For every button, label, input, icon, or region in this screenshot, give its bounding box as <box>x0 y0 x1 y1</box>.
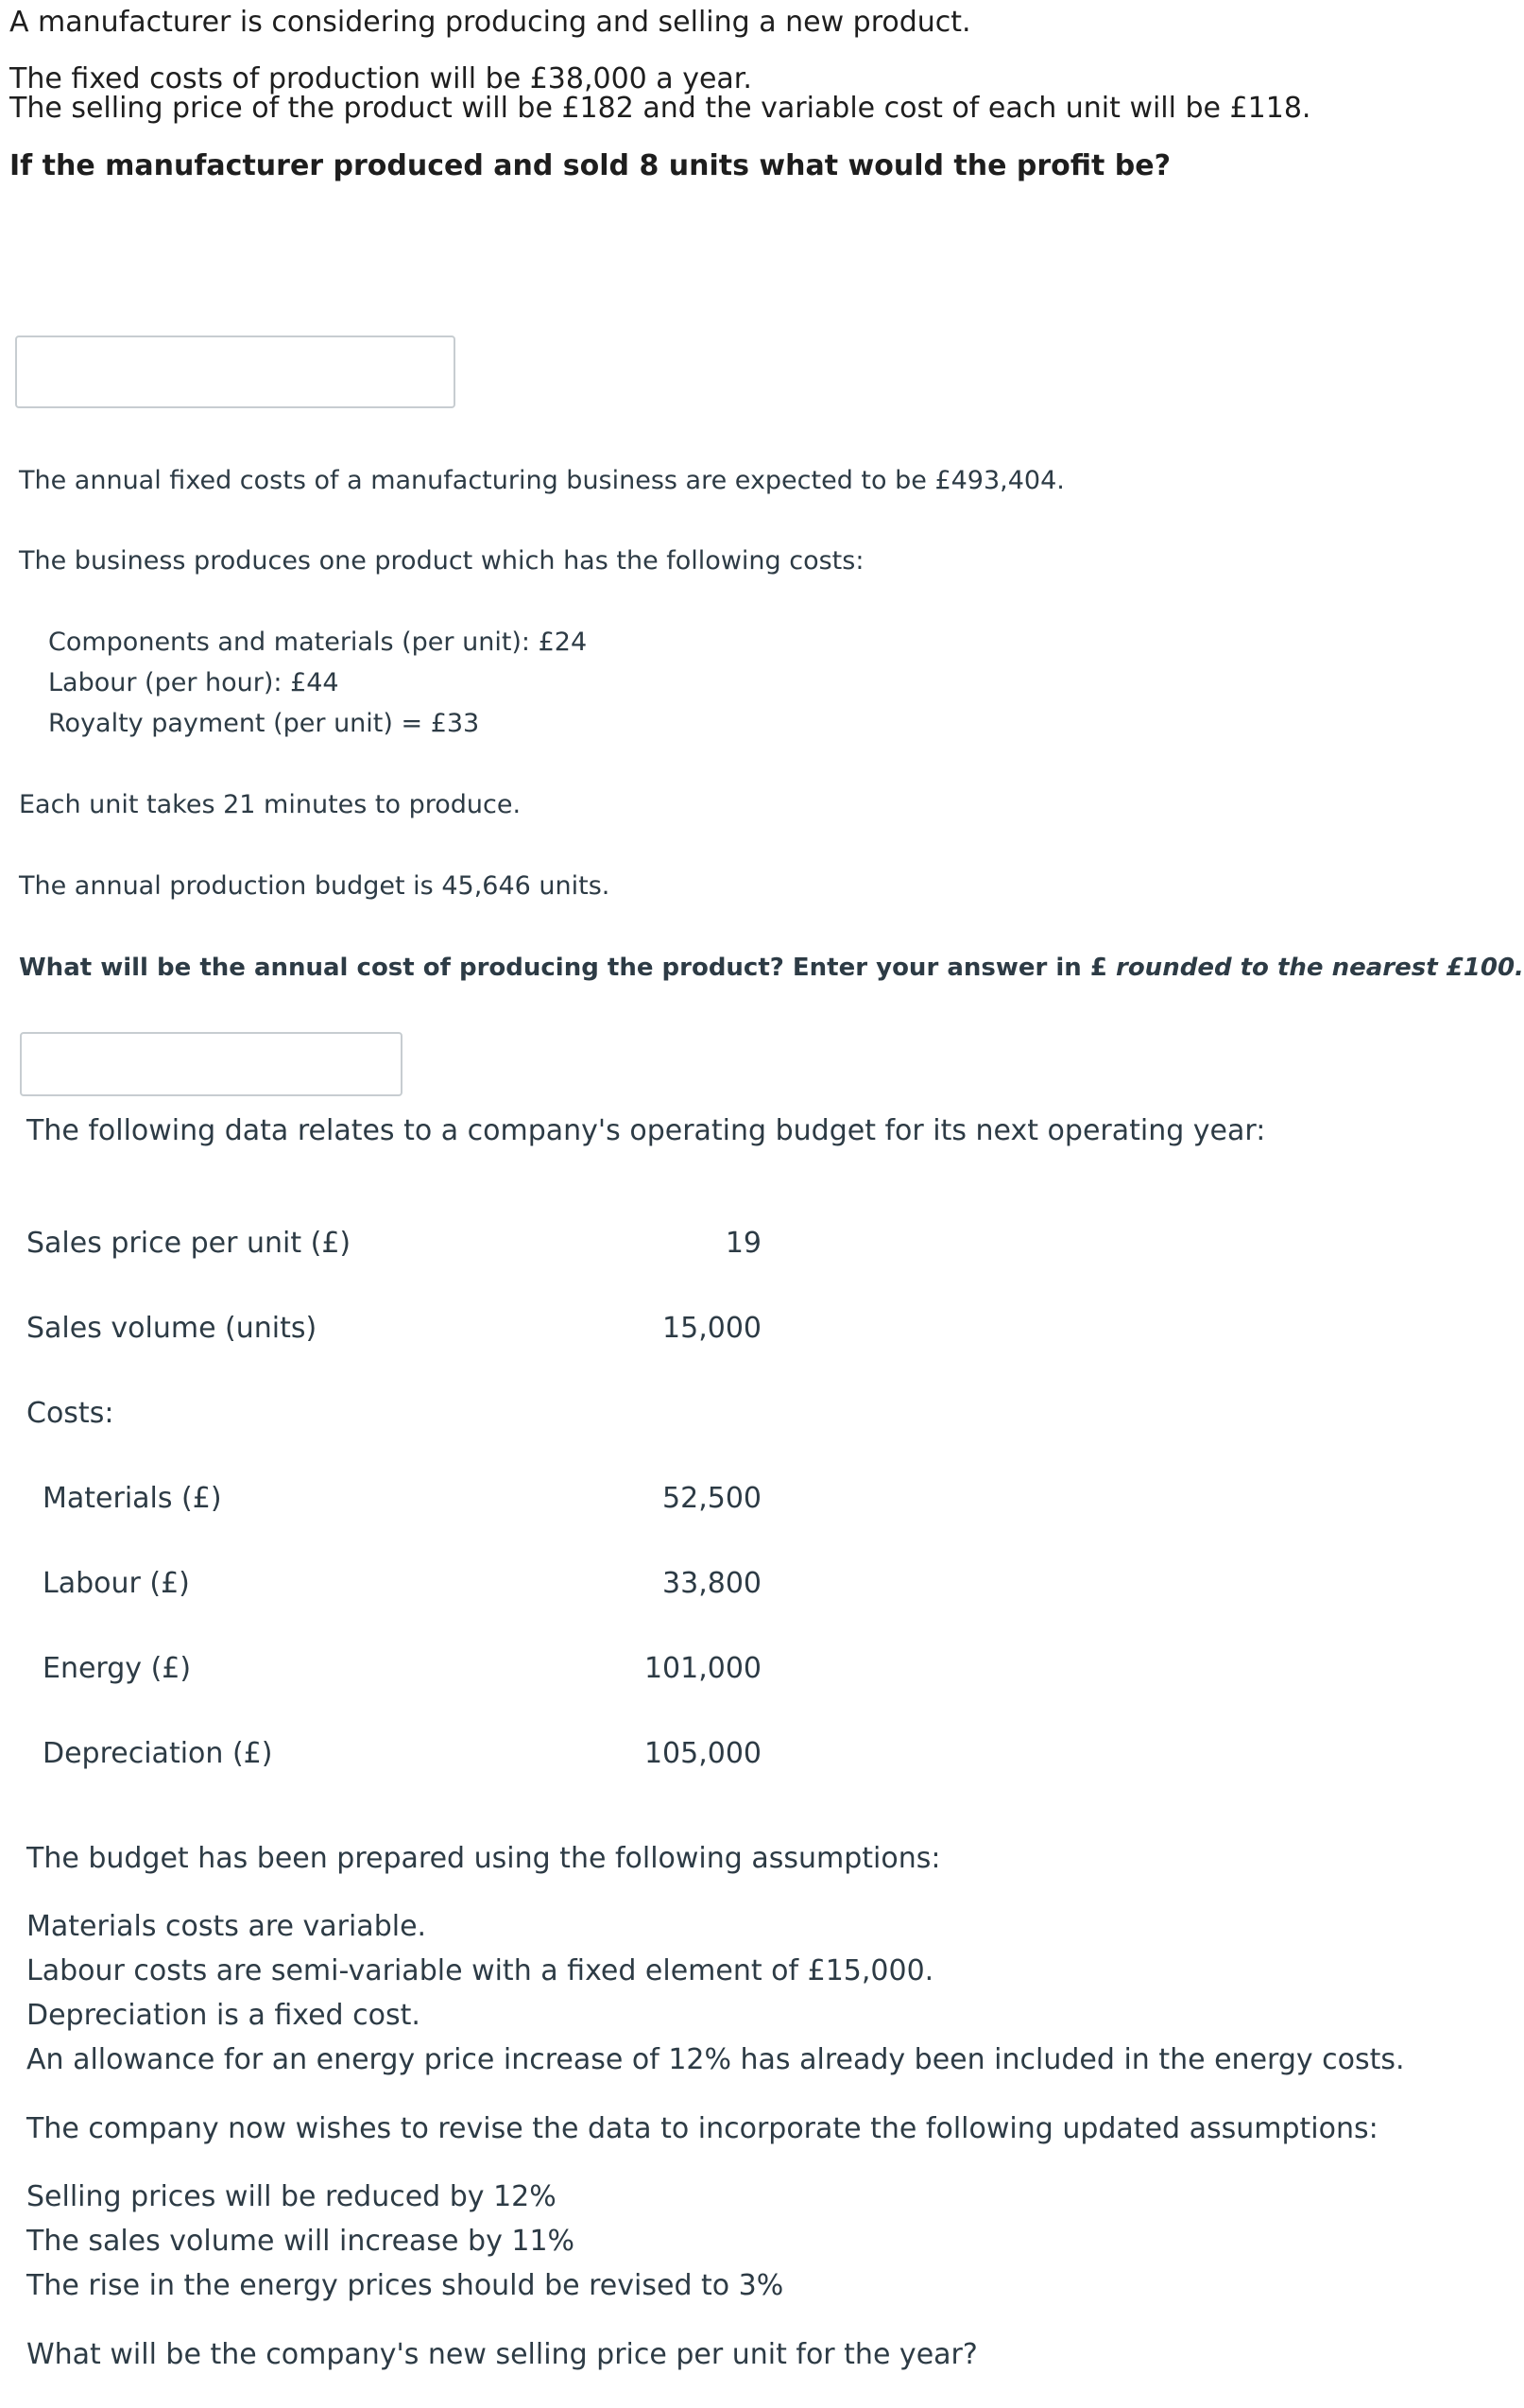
q3-assumption: Labour costs are semi-variable with a fixed element of £15,000. <box>26 1954 934 1987</box>
table-row-label: Materials (£) <box>43 1482 222 1515</box>
q2-cost-item: Labour (per hour): £44 <box>48 668 339 697</box>
table-row-value: 105,000 <box>643 1737 762 1770</box>
q2-budget: The annual production budget is 45,646 units. <box>19 871 610 901</box>
q3-assumption: Depreciation is a fixed cost. <box>26 1999 420 2032</box>
q2-question-italic: rounded to the nearest £100. <box>1116 954 1524 982</box>
q1-fixed-costs: The fixed costs of production will be £38,000 a year. <box>9 62 752 95</box>
q2-answer-input[interactable] <box>20 1032 402 1096</box>
table-row-value: 52,500 <box>662 1482 762 1515</box>
table-row-label: Labour (£) <box>43 1567 190 1600</box>
q1-price-cost: The selling price of the product will be £182 and the variable cost of each unit will be £118. <box>9 92 1311 125</box>
q2-fixed-costs: The annual fixed costs of a manufacturing business are expected to be £493,404. <box>19 466 1065 495</box>
table-row-label: Energy (£) <box>43 1652 192 1685</box>
q3-assumption: Materials costs are variable. <box>26 1910 427 1943</box>
q1-question: If the manufacturer produced and sold 8 units what would the profit be? <box>9 149 1172 182</box>
q3-updated-item: Selling prices will be reduced by 12% <box>26 2180 557 2213</box>
table-row-label: Sales price per unit (£) <box>26 1227 351 1260</box>
q2-question-main: What will be the annual cost of producing the product? Enter your answer in £ <box>19 954 1116 982</box>
q2-produces: The business produces one product which has the following costs: <box>19 546 865 576</box>
q1-intro: A manufacturer is considering producing and selling a new product. <box>9 6 971 39</box>
q3-assumptions-intro: The budget has been prepared using the following assumptions: <box>26 1842 941 1875</box>
q3-intro: The following data relates to a company's operating budget for its next operating year: <box>26 1114 1266 1147</box>
q3-assumption: An allowance for an energy price increase of 12% has already been included in the energy costs. <box>26 2043 1405 2076</box>
table-row-value: 19 <box>725 1227 762 1260</box>
q3-updated-intro: The company now wishes to revise the data to incorporate the following updated assumptions: <box>26 2112 1378 2145</box>
q2-time: Each unit takes 21 minutes to produce. <box>19 790 522 819</box>
q2-question <box>19 954 1524 982</box>
q2-cost-item: Components and materials (per unit): £24 <box>48 628 588 657</box>
q3-updated-item: The rise in the energy prices should be revised to 3% <box>26 2269 784 2302</box>
table-row-label: Sales volume (units) <box>26 1312 317 1345</box>
q1-answer-input[interactable] <box>15 335 455 408</box>
table-row-value: 33,800 <box>662 1567 762 1600</box>
q2-cost-item: Royalty payment (per unit) = £33 <box>48 709 480 738</box>
table-row-value: 101,000 <box>643 1652 762 1685</box>
table-row-label: Costs: <box>26 1397 114 1430</box>
table-row-value: 15,000 <box>662 1312 762 1345</box>
q3-question: What will be the company's new selling price per unit for the year? <box>26 2338 978 2371</box>
table-row-label: Depreciation (£) <box>43 1737 273 1770</box>
q3-updated-item: The sales volume will increase by 11% <box>26 2225 575 2258</box>
